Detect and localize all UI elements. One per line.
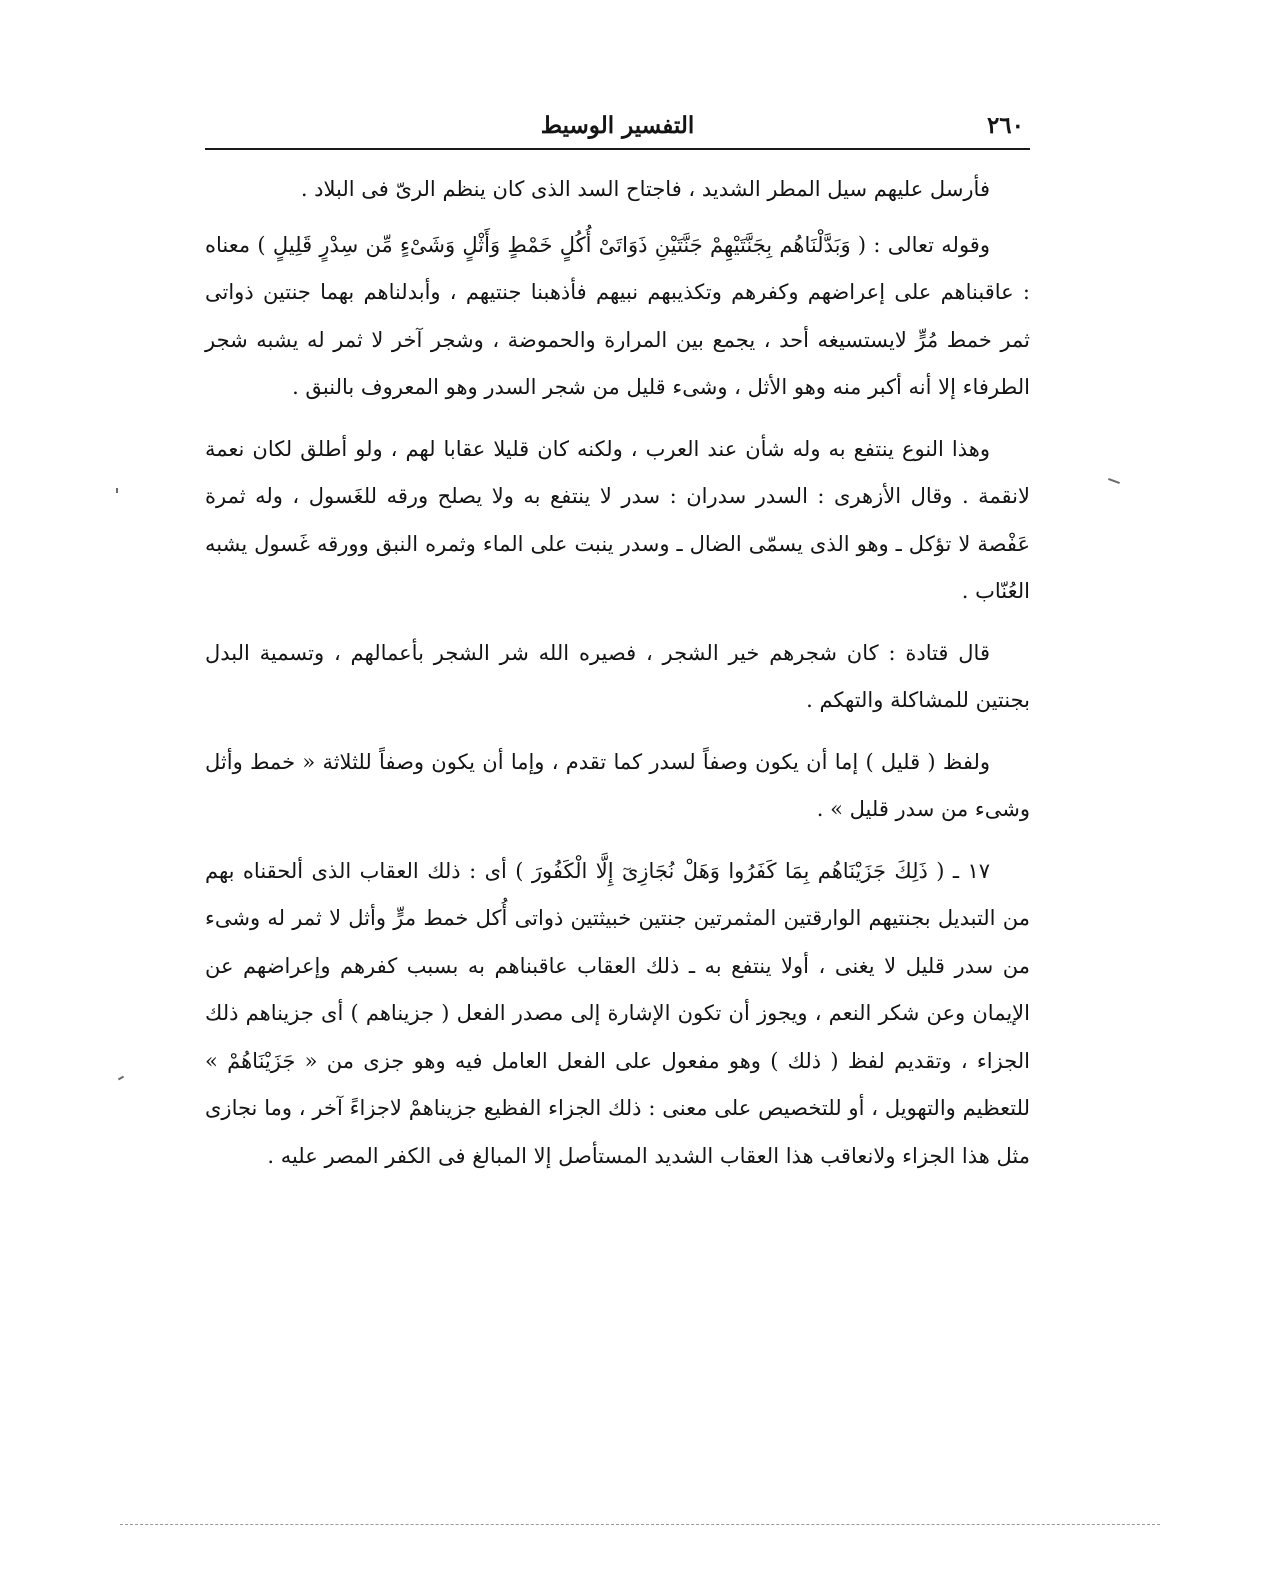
scan-speck: [118, 1076, 124, 1081]
scan-edge-line: [120, 1524, 1160, 1525]
running-title: التفسير الوسيط: [540, 112, 695, 139]
page-number: ٢٦٠: [986, 112, 1024, 139]
paragraph-3: وهذا النوع ينتفع به وله شأن عند العرب ، ولكنه كان قليلا عقابا لهم ، ولو أطلق لكان نعمة لانقمة . وقال الأزهرى : السدر سدران : سدر لا ينتفع به ولا يصلح ورقه للغَسول ، وله ثمرة عَفْصة لا تؤكل ـ وهو الذى يسمّى الضال ـ وسدر ينبت على الماء وثمره النبق وورقه غَسول يشبه العُنّاب .: [205, 436, 1030, 603]
page-header: [205, 108, 1030, 150]
body-text: [205, 166, 1030, 1180]
paragraph-2: وقوله تعالى : ( وَبَدَّلْنَاهُم بِجَنَّتَيْهِمْ جَنَّتَيْنِ ذَوَاتَىْ أُكُلٍ خَمْطٍ وَأَثْلٍ وَشَىْءٍ مِّن سِدْرٍ قَلِيلٍ ) معناه : عاقبناهم على إعراضهم وكفرهم وتكذيبهم نبيهم فأذهبنا جنتيهم ، وأبدلناهم بهما جنتين ذواتى ثمر خمط مُرٍّ لايستسيغه أحد ، يجمع بين المرارة والحموضة ، وشجر آخر لا ثمر له يشبه شجر الطرفاء إلا أنه أكبر منه وهو الأثل ، وشىء قليل من شجر السدر وهو المعروف بالنبق .: [205, 232, 1030, 399]
paragraph-4: قال قتادة : كان شجرهم خير الشجر ، فصيره الله شر الشجر بأعمالهم ، وتسمية البدل بجنتين للمشاكلة والتهكم .: [205, 640, 1030, 712]
book-page: [205, 108, 1030, 1194]
paragraph-6: ١٧ ـ ( ذَلِكَ جَزَيْنَاهُم بِمَا كَفَرُوا وَهَلْ نُجَازِىٓ إِلَّا الْكَفُورَ ) أى : ذلك العقاب الذى ألحقناه بهم من التبديل بجنتيهم الوارقتين المثمرتين جنتين خبيثتين ذواتى أُكل خمط مرٍّ وأثل لا ثمر له وشىء من سدر قليل لا يغنى ، أولا ينتفع به ـ ذلك العقاب عاقبناهم به بسبب كفرهم وإعراضهم عن الإيمان وعن شكر النعم ، ويجوز أن تكون الإشارة إلى مصدر الفعل ( جزيناهم ) أى جزيناهم ذلك الجزاء ، وتقديم لفظ ( ذلك ) وهو مفعول على الفعل العامل فيه وهو جزى من « جَزَيْنَاهُمْ » للتعظيم والتهويل ، أو للتخصيص على معنى : ذلك الجزاء الفظيع جزيناهمْ لاجزاءً آخر ، وما نجازى مثل هذا الجزاء ولانعاقب هذا العقاب الشديد المستأصل إلا المبالغ فى الكفر المصر عليه .: [205, 858, 1030, 1168]
scan-speck: [116, 488, 118, 493]
paragraph-5: ولفظ ( قليل ) إما أن يكون وصفاً لسدر كما تقدم ، وإما أن يكون وصفاً للثلاثة « خمط وأثل وشىء من سدر قليل » .: [205, 749, 1030, 821]
scan-speck: [1108, 478, 1120, 484]
paragraph-1: فأرسل عليهم سيل المطر الشديد ، فاجتاح السد الذى كان ينظم الرىّ فى البلاد .: [300, 177, 990, 201]
